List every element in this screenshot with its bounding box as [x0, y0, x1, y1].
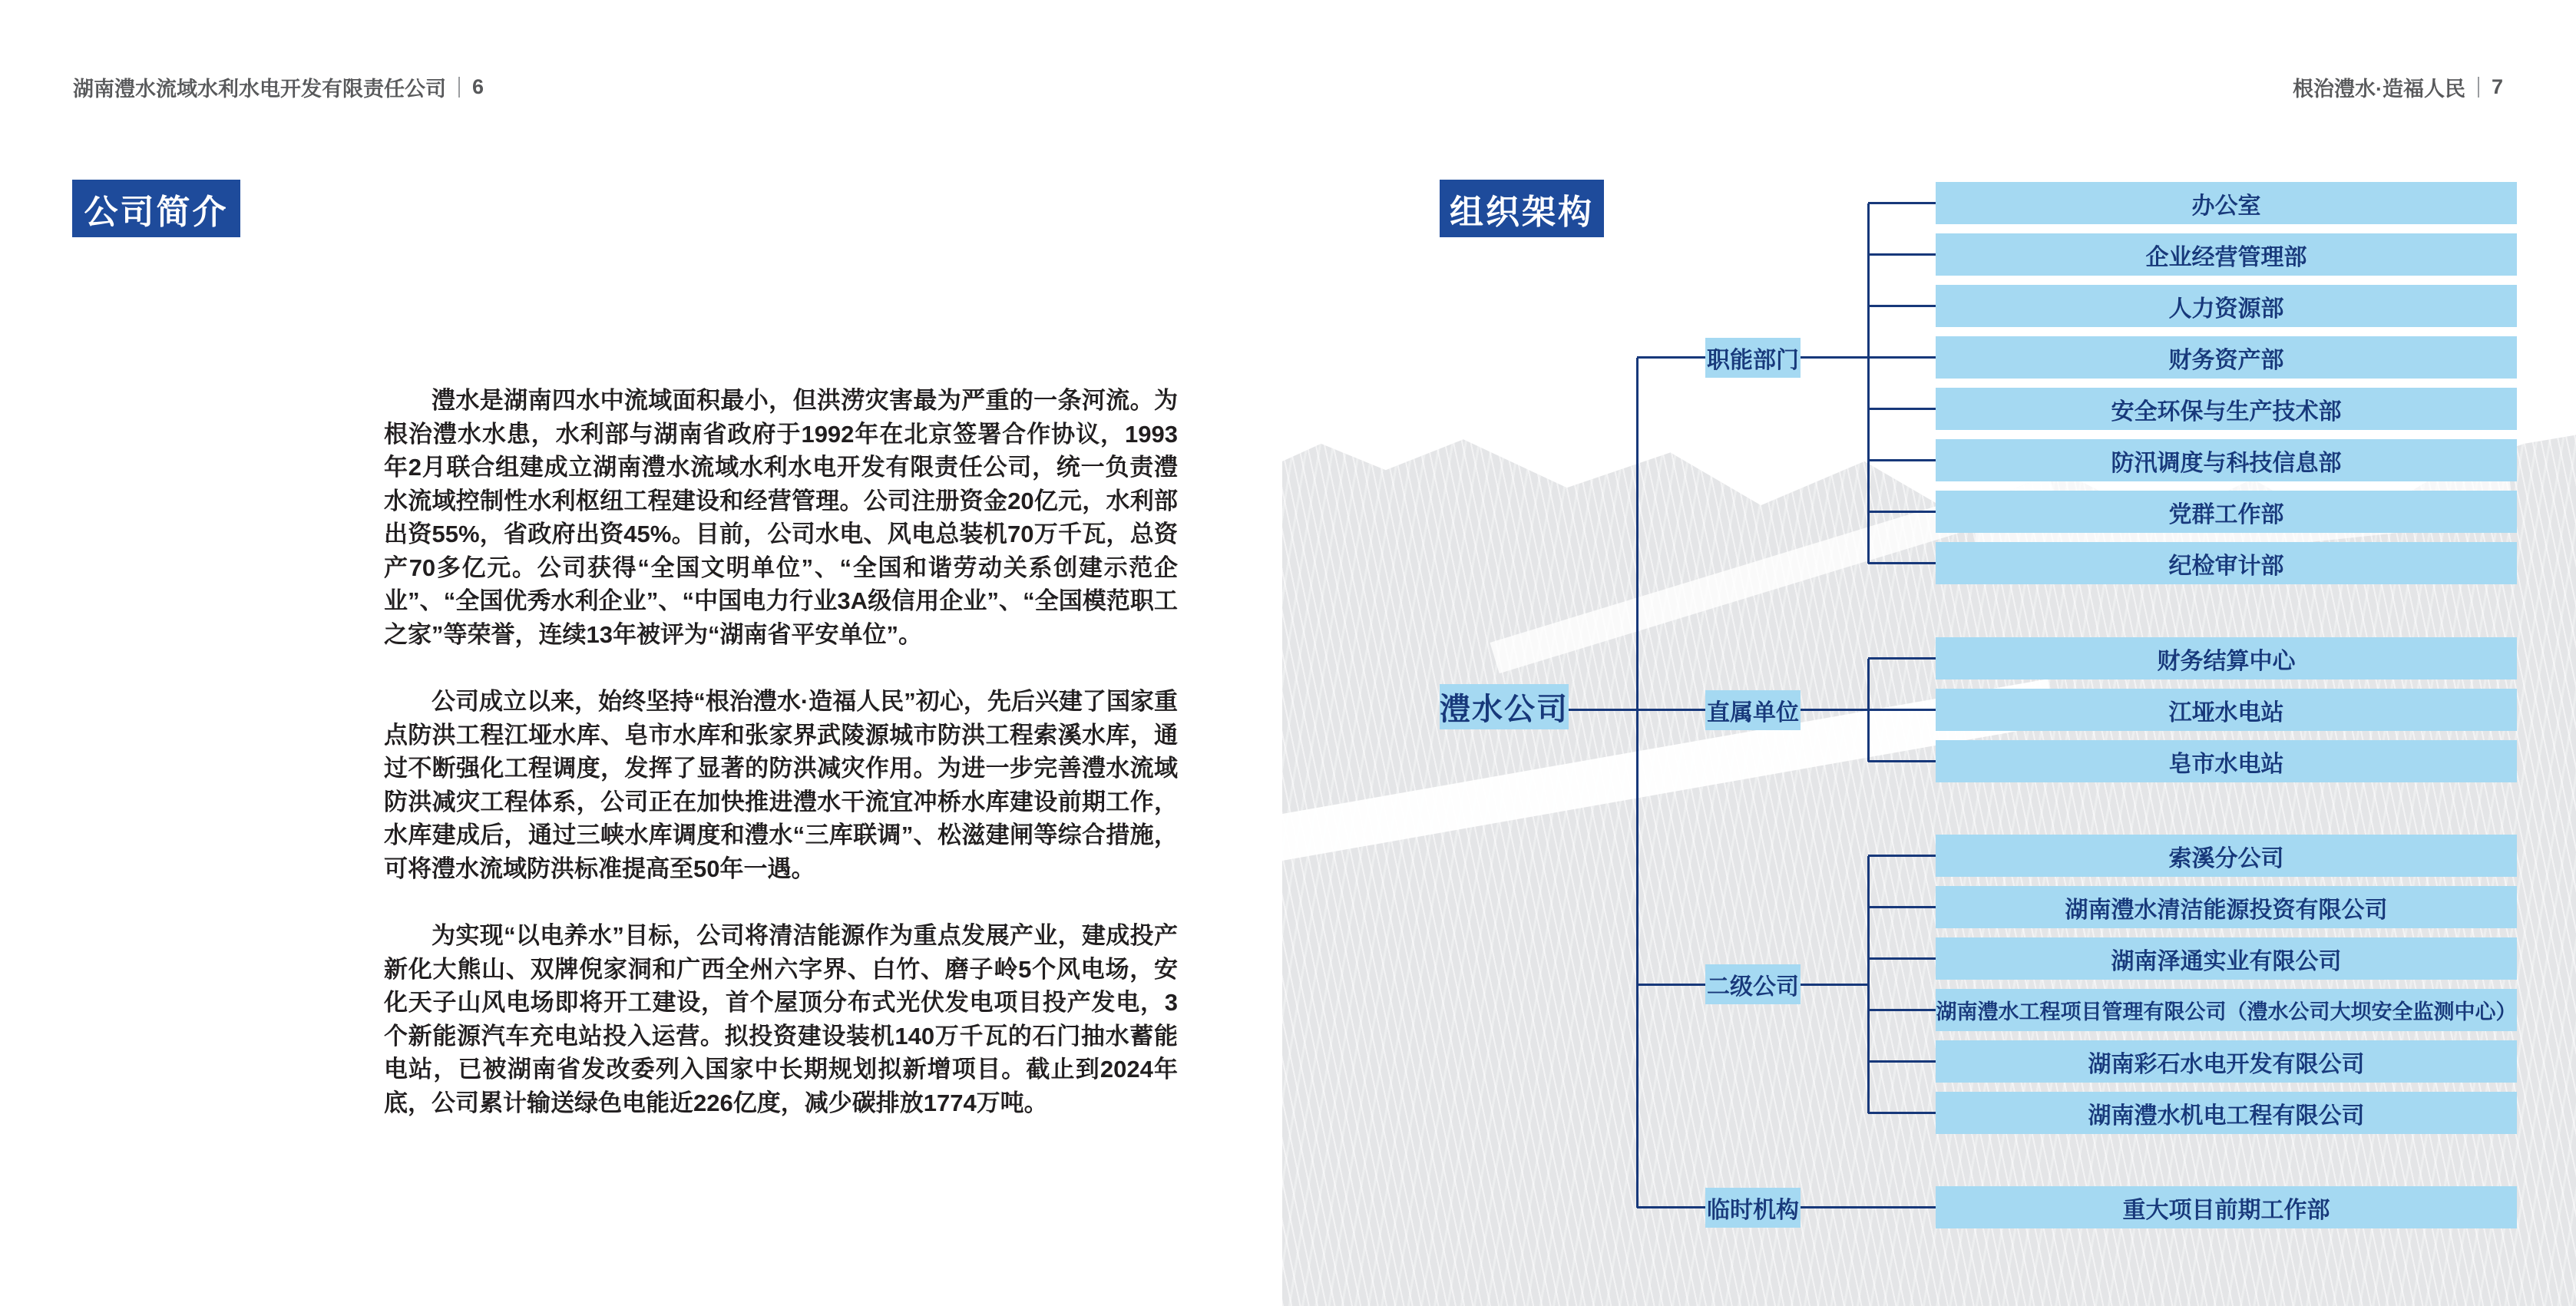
connector-line: [1868, 562, 1936, 564]
org-unit-bar: 财务资产部: [1936, 336, 2517, 379]
org-unit-bar: 人力资源部: [1936, 285, 2517, 327]
connector-line: [1637, 1206, 1705, 1208]
org-unit-bar: 防汛调度与科技信息部: [1936, 439, 2517, 481]
connector-line: [1867, 856, 1870, 1113]
left-page-number: 6: [472, 75, 484, 98]
right-page-number: 7: [2491, 75, 2503, 98]
org-unit-bar: 湖南澧水工程项目管理有限公司（澧水公司大坝安全监测中心）: [1936, 989, 2517, 1031]
org-category-1: 职能部门: [1705, 338, 1801, 378]
connector-line: [1801, 1206, 1936, 1208]
connector-line: [1801, 356, 1868, 359]
left-header-company-name: 湖南澧水流域水利水电开发有限责任公司: [73, 78, 446, 101]
connector-line: [1868, 511, 1936, 513]
company-profile-text: [384, 384, 1178, 1153]
connector-line: [1636, 358, 1639, 1208]
connector-line: [1637, 984, 1705, 986]
left-page-header: [73, 72, 484, 102]
org-root-node: 澧水公司: [1440, 684, 1569, 729]
right-header-slogan: 根治澧水·造福人民: [2292, 78, 2465, 101]
org-unit-bar: 湖南泽通实业有限公司: [1936, 937, 2517, 980]
org-unit-bar: 重大项目前期工作部: [1936, 1186, 2517, 1228]
org-unit-bar: 湖南澧水清洁能源投资有限公司: [1936, 886, 2517, 928]
org-category-4: 临时机构: [1705, 1188, 1801, 1228]
paragraph-3: 为实现“以电养水”目标，公司将清洁能源作为重点发展产业，建成投产新化大熊山、双牌倪家洞和广西全州六字界、白竹、磨子岭5个风电场，安化天子山风电场即将开工建设，首个屋顶分布式光伏发电项目投产发电，3个新能源汽车充电站投入运营。拟投资建设装机140万千瓦的石门抽水蓄能电站，已被湖南省发改委列入国家中长期规划拟新增项目。截止到2024年底，公司累计输送绿色电能近226亿度，减少碳排放1774万吨。: [384, 922, 1178, 1116]
org-unit-bar: 索溪分公司: [1936, 835, 2517, 877]
right-page-header: [2293, 72, 2503, 102]
org-unit-bar: 湖南彩石水电开发有限公司: [1936, 1040, 2517, 1083]
connector-line: [1801, 984, 1868, 986]
org-unit-bar: 企业经营管理部: [1936, 233, 2517, 276]
connector-line: [1868, 1112, 1936, 1114]
connector-line: [1868, 253, 1936, 256]
connector-line: [1868, 906, 1936, 908]
paragraph-2: 公司成立以来，始终坚持“根治澧水·造福人民”初心，先后兴建了国家重点防洪工程江垭水库、皂市水库和张家界武陵源城市防洪工程索溪水库，通过不断强化工程调度，发挥了显著的防洪减灾作用。为进一步完善澧水流域防洪减灾工程体系，公司正在加快推进澧水干流宜冲桥水库建设前期工作，水库建成后，通过三峡水库调度和澧水“三库联调”、松滋建闸等综合措施，可将澧水流域防洪标准提高至50年一遇。: [384, 688, 1178, 882]
connector-line: [1801, 709, 1868, 711]
section-title-org-structure: 组织架构: [1440, 180, 1604, 237]
org-unit-bar: 纪检审计部: [1936, 542, 2517, 584]
connector-line: [1868, 202, 1936, 204]
connector-line: [1637, 356, 1705, 359]
paragraph-1: 澧水是湖南四水中流域面积最小，但洪涝灾害最为严重的一条河流。为根治澧水水患，水利部与湖南省政府于1992年在北京签署合作协议，1993年2月联合组建成立湖南澧水流域水利水电开发有限责任公司，统一负责澧水流域控制性水利枢纽工程建设和经营管理。公司注册资金20亿元，水利部出资55%，省政府出资45%。目前，公司水电、风电总装机70万千瓦，总资产70多亿元。公司获得“全国文明单位”、“全国和谐劳动关系创建示范企业”、“全国优秀水利企业”、“中国电力行业3A级信用企业”、“全国模范职工之家”等荣誉，连续13年被评为“湖南省平安单位”。: [384, 387, 1178, 648]
org-unit-bar: 江垭水电站: [1936, 689, 2517, 731]
org-unit-bar: 安全环保与生产技术部: [1936, 388, 2517, 430]
connector-line: [1868, 855, 1936, 857]
org-category-2: 直属单位: [1705, 690, 1801, 730]
org-unit-bar: 湖南澧水机电工程有限公司: [1936, 1092, 2517, 1134]
connector-line: [1868, 356, 1936, 359]
org-unit-bar: 党群工作部: [1936, 491, 2517, 533]
org-category-3: 二级公司: [1705, 964, 1801, 1004]
header-separator: [2478, 77, 2479, 98]
connector-line: [1868, 408, 1936, 410]
connector-line: [1868, 1009, 1936, 1011]
org-unit-bar: 财务结算中心: [1936, 637, 2517, 679]
connector-line: [1868, 305, 1936, 307]
connector-line: [1868, 459, 1936, 461]
connector-line: [1868, 760, 1936, 762]
connector-line: [1868, 657, 1936, 660]
connector-line: [1868, 957, 1936, 960]
section-title-company-profile: 公司简介: [72, 180, 240, 237]
org-unit-bar: 办公室: [1936, 182, 2517, 224]
connector-line: [1867, 203, 1870, 564]
org-unit-bar: 皂市水电站: [1936, 740, 2517, 782]
connector-line: [1868, 1060, 1936, 1063]
connector-line: [1868, 709, 1936, 711]
header-separator: [458, 77, 460, 98]
